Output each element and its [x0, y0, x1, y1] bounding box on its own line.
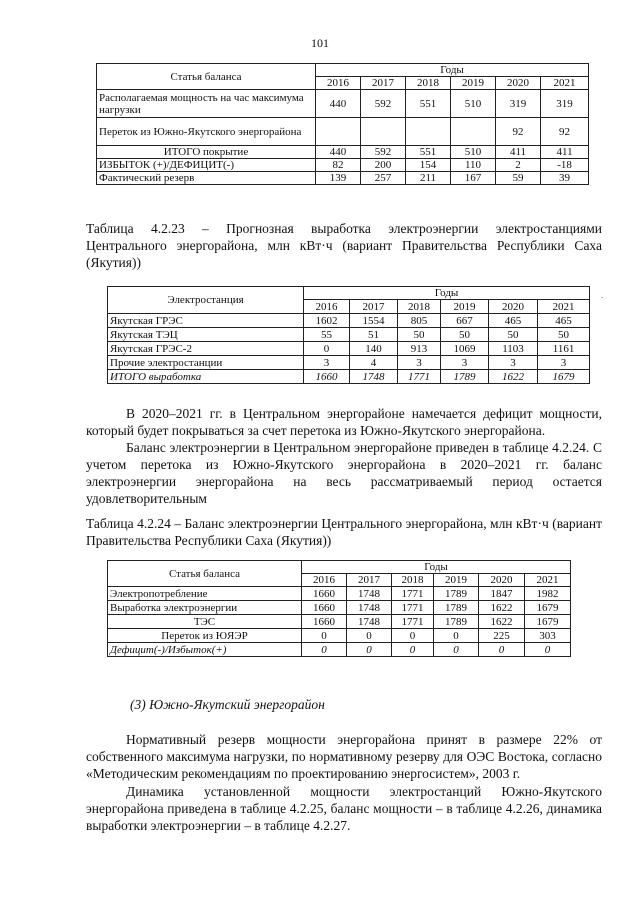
table2-year: 2017: [350, 300, 398, 314]
cell: 140: [350, 342, 398, 356]
stray-mark: .: [601, 290, 604, 300]
cell: 1748: [350, 370, 398, 384]
table1-year: 2021: [541, 77, 589, 90]
row-label: Фактический резерв: [97, 172, 316, 185]
cell: 551: [406, 90, 451, 118]
cell: 3: [538, 356, 590, 370]
cell: [361, 118, 406, 146]
row-label: Якутская ГРЭС: [108, 314, 304, 328]
cell: 92: [496, 118, 541, 146]
cell: 440: [316, 146, 361, 159]
row-label: Переток из ЮЯЭР: [108, 629, 302, 643]
table2-year: 2016: [304, 300, 350, 314]
cell: 1748: [347, 587, 392, 601]
cell: 805: [398, 314, 441, 328]
row-label: Дефицит(-)/Избыток(+): [108, 643, 302, 657]
cell: 1660: [302, 601, 347, 615]
table3-year: 2018: [392, 574, 434, 587]
cell: 0: [392, 643, 434, 657]
cell: 1789: [434, 615, 479, 629]
cell: -18: [541, 159, 589, 172]
cell: 1748: [347, 601, 392, 615]
cell: 465: [538, 314, 590, 328]
cell: 167: [451, 172, 496, 185]
cell: 92: [541, 118, 589, 146]
table-row: [108, 643, 571, 657]
row-label: Якутская ТЭЦ: [108, 328, 304, 342]
cell: 319: [541, 90, 589, 118]
energy-balance-table: [107, 560, 571, 657]
cell: 1554: [350, 314, 398, 328]
cell: 1748: [347, 615, 392, 629]
table3-year: 2020: [479, 574, 525, 587]
cell: 3: [441, 356, 489, 370]
row-label: ИТОГО выработка: [108, 370, 304, 384]
table2-year: 2018: [398, 300, 441, 314]
row-label: Располагаемая мощность на час максимума нагрузки: [97, 90, 316, 118]
table3-year: 2019: [434, 574, 479, 587]
table-caption-4-2-24: Таблица 4.2.24 – Баланс электроэнергии Центрального энергорайона, млн кВт·ч (вариант Правительства Республики Саха (Якутия)): [86, 516, 602, 548]
cell: 139: [316, 172, 361, 185]
table2-years-label: Годы: [304, 287, 590, 300]
table1-year: 2016: [316, 77, 361, 90]
cell: 0: [304, 342, 350, 356]
cell: 411: [541, 146, 589, 159]
table3-year: 2016: [302, 574, 347, 587]
cell: 59: [496, 172, 541, 185]
power-balance-table: [96, 63, 589, 185]
cell: 303: [525, 629, 571, 643]
table-row: [108, 601, 571, 615]
table1-years-label: Годы: [316, 64, 589, 77]
cell: 1069: [441, 342, 489, 356]
cell: 1771: [392, 587, 434, 601]
cell: 1771: [398, 370, 441, 384]
cell: 1161: [538, 342, 590, 356]
cell: 0: [525, 643, 571, 657]
table-row: [97, 159, 589, 172]
cell: 55: [304, 328, 350, 342]
cell: 440: [316, 90, 361, 118]
section-heading: (3) Южно-Якутский энергорайон: [130, 697, 325, 712]
cell: 50: [441, 328, 489, 342]
cell: 1847: [479, 587, 525, 601]
cell: 0: [302, 643, 347, 657]
cell: 551: [406, 146, 451, 159]
table-caption-4-2-23: Таблица 4.2.23 – Прогнозная выработка электроэнергии электростанциями Центрального энергорайона, млн кВт·ч (вариант Правительства Республики Саха (Якутия)): [86, 221, 602, 270]
cell: 1771: [392, 615, 434, 629]
cell: 3: [398, 356, 441, 370]
cell: 200: [361, 159, 406, 172]
table-row: [97, 90, 589, 118]
paragraph-balance: Баланс электроэнергии в Центральном энергорайоне приведен в таблице 4.2.24. С учетом перетока из Южно-Якутского энергорайона в 2020–2021 гг. баланс электроэнергии энергорайона на весь рассматриваемый период остается удовлетворительным: [86, 440, 602, 506]
cell: 225: [479, 629, 525, 643]
cell: 0: [434, 629, 479, 643]
cell: 50: [398, 328, 441, 342]
cell: 51: [350, 328, 398, 342]
row-label: Электропотребление: [108, 587, 302, 601]
cell: 1789: [434, 601, 479, 615]
row-label: ТЭС: [108, 615, 302, 629]
cell: 2: [496, 159, 541, 172]
cell: 1679: [525, 601, 571, 615]
cell: 592: [361, 146, 406, 159]
cell: [451, 118, 496, 146]
generation-forecast-table: [107, 286, 590, 384]
cell: 319: [496, 90, 541, 118]
cell: 592: [361, 90, 406, 118]
table3-years-label: Годы: [302, 561, 571, 574]
cell: 39: [541, 172, 589, 185]
table-row: [108, 314, 590, 328]
cell: [406, 118, 451, 146]
table-row: [97, 146, 589, 159]
cell: 1622: [479, 615, 525, 629]
cell: 0: [347, 643, 392, 657]
cell: 1771: [392, 601, 434, 615]
cell: 82: [316, 159, 361, 172]
cell: 0: [347, 629, 392, 643]
table3-header-label: Статья баланса: [108, 561, 302, 587]
table-row: [108, 342, 590, 356]
cell: 465: [489, 314, 538, 328]
table-row: [108, 356, 590, 370]
cell: 257: [361, 172, 406, 185]
cell: 50: [538, 328, 590, 342]
table-row: [108, 629, 571, 643]
cell: 0: [434, 643, 479, 657]
table-row: [108, 615, 571, 629]
cell: 1679: [525, 615, 571, 629]
row-label: Выработка электроэнергии: [108, 601, 302, 615]
table1-header-label: Статья баланса: [97, 64, 316, 90]
table1-year: 2019: [451, 77, 496, 90]
cell: 50: [489, 328, 538, 342]
cell: 3: [489, 356, 538, 370]
table-row: [108, 587, 571, 601]
paragraph-reserve: Нормативный резерв мощности энергорайона принят в размере 22% от собственного максимума нагрузки, по нормативному резерву для ОЭС Востока, согласно «Методическим рекомендациям по проектированию энергосистем», 2003 г.: [86, 732, 602, 781]
table2-year: 2019: [441, 300, 489, 314]
paragraph-dynamics: Динамика установленной мощности электростанций Южно-Якутского энергорайона приведена в таблице 4.2.25, баланс мощности – в таблице 4.2.26, динамика выработки электроэнергии – в таблице 4.2.27.: [86, 784, 602, 833]
table2-year: 2020: [489, 300, 538, 314]
row-label: ИЗБЫТОК (+)/ДЕФИЦИТ(-): [97, 159, 316, 172]
cell: 0: [302, 629, 347, 643]
cell: 1660: [304, 370, 350, 384]
table2-year: 2021: [538, 300, 590, 314]
cell: 0: [479, 643, 525, 657]
table3-year: 2017: [347, 574, 392, 587]
cell: 110: [451, 159, 496, 172]
cell: 211: [406, 172, 451, 185]
cell: [316, 118, 361, 146]
paragraph-deficit: В 2020–2021 гг. в Центральном энергорайоне намечается дефицит мощности, который будет покрываться за счет перетока из Южно-Якутского энергорайона.: [86, 406, 602, 438]
table-row: [97, 172, 589, 185]
cell: 510: [451, 146, 496, 159]
table1-year: 2018: [406, 77, 451, 90]
cell: 4: [350, 356, 398, 370]
cell: 1602: [304, 314, 350, 328]
cell: 510: [451, 90, 496, 118]
cell: 1789: [441, 370, 489, 384]
row-label: Прочие электростанции: [108, 356, 304, 370]
table1-year: 2017: [361, 77, 406, 90]
table2-header-label: Электростанция: [108, 287, 304, 314]
cell: 154: [406, 159, 451, 172]
table-row: [97, 118, 589, 146]
cell: 913: [398, 342, 441, 356]
row-label: ИТОГО покрытие: [97, 146, 316, 159]
cell: 1679: [538, 370, 590, 384]
table1-year: 2020: [496, 77, 541, 90]
row-label: Переток из Южно-Якутского энергорайона: [97, 118, 316, 146]
cell: 1622: [489, 370, 538, 384]
table3-year: 2021: [525, 574, 571, 587]
cell: 1789: [434, 587, 479, 601]
cell: 1103: [489, 342, 538, 356]
cell: 411: [496, 146, 541, 159]
cell: 667: [441, 314, 489, 328]
cell: 1982: [525, 587, 571, 601]
table-row: [108, 328, 590, 342]
cell: 0: [392, 629, 434, 643]
cell: 1622: [479, 601, 525, 615]
cell: 3: [304, 356, 350, 370]
table-row: [108, 370, 590, 384]
cell: 1660: [302, 587, 347, 601]
row-label: Якутская ГРЭС-2: [108, 342, 304, 356]
cell: 1660: [302, 615, 347, 629]
page-number: 101: [311, 36, 329, 50]
